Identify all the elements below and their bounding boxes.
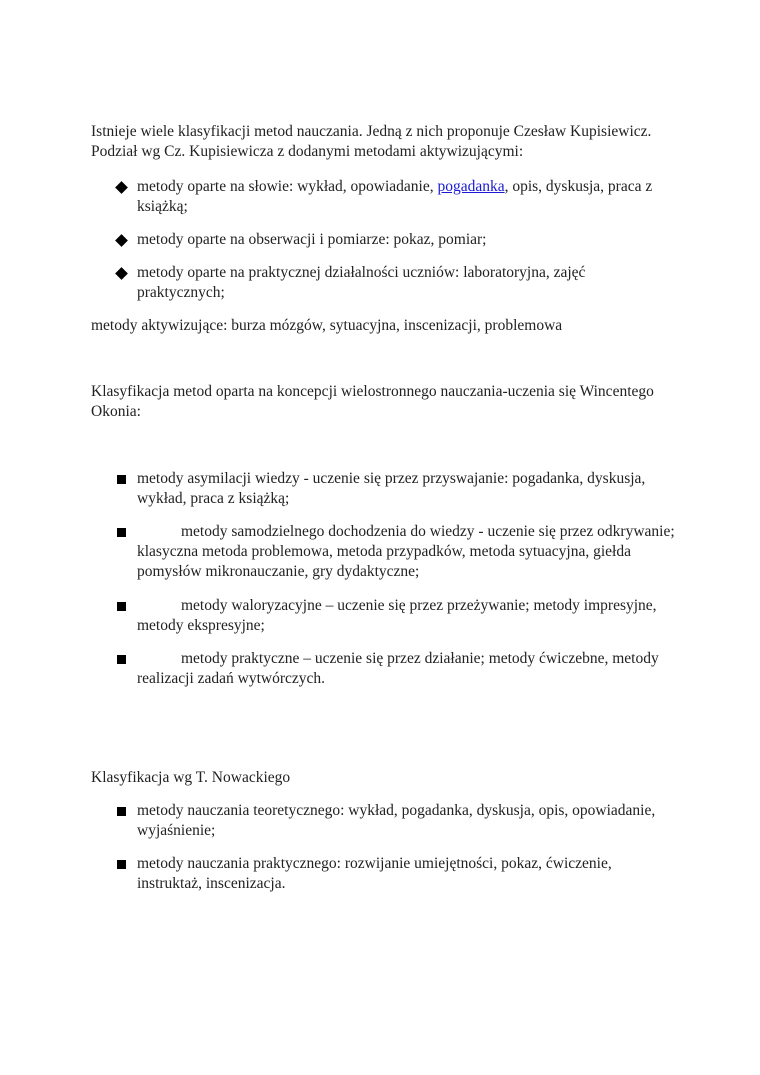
diamond-bullet-icon [114, 177, 128, 197]
list-item [137, 649, 677, 689]
square-bullet-icon [114, 649, 128, 669]
okon-heading: Klasyfikacja metod oparta na koncepcji wielostronnego nauczania-uczenia się Wincentego Okonia: [91, 383, 654, 420]
list-item: metody asymilacji wiedzy - uczenie się przez przyswajanie: pogadanka, dyskusja, wykład, praca z książką; [137, 470, 646, 507]
pogadanka-link[interactable]: pogadanka [437, 178, 505, 195]
list-item-text: , opis, dyskusja, praca z książką; [137, 178, 653, 215]
intro-paragraph [91, 122, 681, 162]
list-item [137, 596, 677, 636]
diamond-bullet-icon [114, 230, 128, 250]
list-item: metody nauczania teoretycznego: wykład, pogadanka, dyskusja, opis, opowiadanie, wyjaśnienie; [137, 802, 656, 839]
list-item [137, 177, 677, 217]
list-item-text: metody samodzielnego dochodzenia do wiedzy - uczenie się przez odkrywanie; klasyczna metoda problemowa, metoda przypadków, metoda sytuacyjna, giełda pomysłów mikronauczanie, gry dydaktyczne; [137, 523, 675, 580]
intro-line-1: Istnieje wiele klasyfikacji metod nauczania. Jedną z nich proponuje Czesław Kupisiewicz. [91, 123, 652, 140]
active-methods-line: metody aktywizujące: burza mózgów, sytuacyjna, inscenizacji, problemowa [91, 317, 563, 334]
square-bullet-icon [114, 522, 128, 542]
list-item: metody oparte na obserwacji i pomiarze: pokaz, pomiar; [137, 231, 487, 248]
square-bullet-icon [114, 854, 128, 874]
list-item-text: metody oparte na słowie: wykład, opowiadanie, [137, 178, 438, 195]
intro-line-2: Podział wg Cz. Kupisiewicza z dodanymi metodami aktywizującymi: [91, 143, 524, 160]
square-bullet-icon [114, 801, 128, 821]
square-bullet-icon [114, 596, 128, 616]
list-item-text: metody waloryzacyjne – uczenie się przez przeżywanie; metody impresyjne, metody ekspresyjne; [137, 597, 657, 634]
list-item-text: metody praktyczne – uczenie się przez działanie; metody ćwiczebne, metody realizacji zadań wytwórczych. [137, 650, 659, 687]
diamond-bullet-icon [114, 263, 128, 283]
square-bullet-icon [114, 469, 128, 489]
nowacki-heading: Klasyfikacja wg T. Nowackiego [91, 769, 291, 786]
list-item [137, 522, 677, 582]
list-item: metody oparte na praktycznej działalności uczniów: laboratoryjna, zajęć praktycznych; [137, 264, 586, 301]
list-item: metody nauczania praktycznego: rozwijanie umiejętności, pokaz, ćwiczenie, instruktaż, inscenizacja. [137, 855, 612, 892]
